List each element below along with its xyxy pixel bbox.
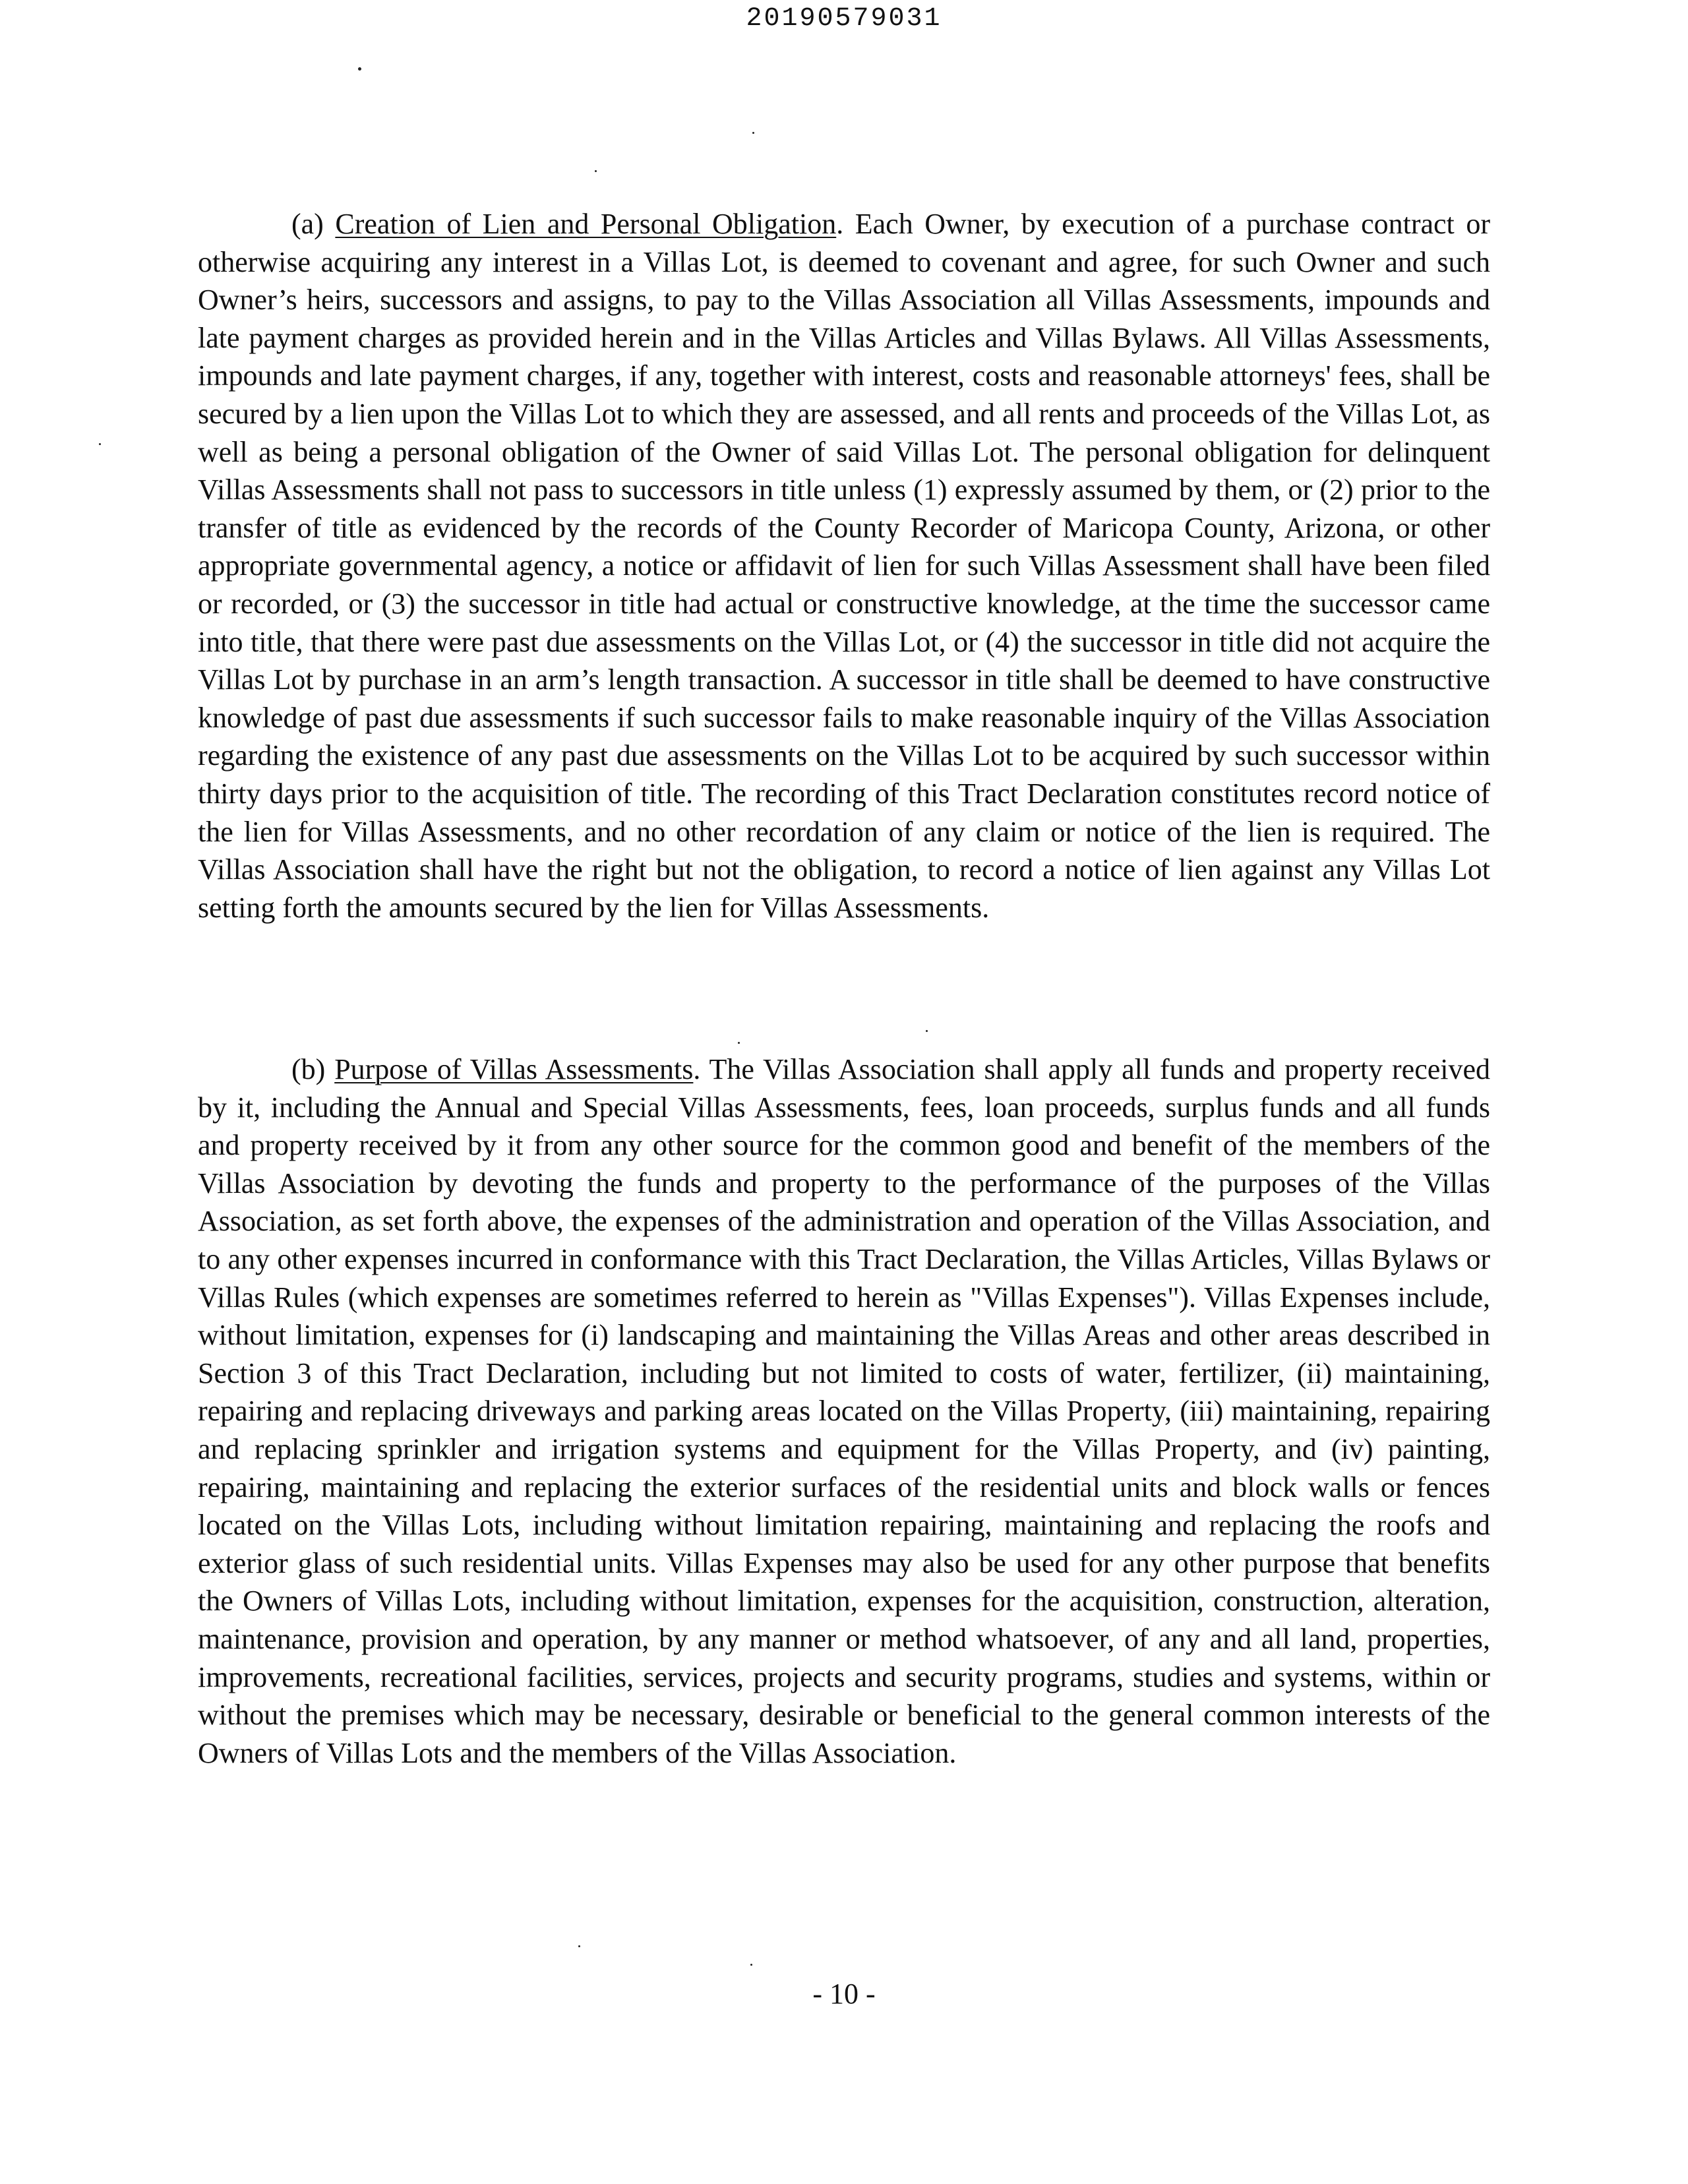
scan-speck bbox=[578, 1945, 580, 1947]
document-number: 20190579031 bbox=[746, 4, 942, 34]
section-b-prefix: (b) bbox=[291, 1053, 335, 1085]
scan-speck bbox=[752, 132, 754, 134]
section-a-body: . Each Owner, by execution of a purchase contract or otherwise acquiring any interest in a Villas Lot, is deemed to covenant and agree, for such Owner and such Owner’s heirs, successors and assigns, to pay to the Villas Association all Villas Assessments, impounds and late payment charges as provided herein and in the Villas Articles and Villas Bylaws. All Villas Assessments, impounds and late payment charges, if any, together with interest, costs and reasonable attorneys' fees, shall be secured by a lien upon the Villas Lot to which they are assessed, and all rents and proceeds of the Villas Lot, as well as being a personal obligation of the Owner of said Villas Lot. The personal obligation for delinquent Villas Assessments shall not pass to successors in title unless (1) expressly assumed by them, or (2) prior to the transfer of title as evidenced by the records of the County Recorder of Maricopa County, Arizona, or other appropriate governmental agency, a notice or affidavit of lien for such Villas Assessment shall have been filed or recorded, or (3) the successor in title had actual or constructive knowledge, at the time the successor came into title, that there were past due assessments on the Villas Lot, or (4) the successor in title did not acquire the Villas Lot by purchase in an arm’s length transaction. A successor in title shall be deemed to have constructive knowledge of past due assessments if such successor fails to make reasonable inquiry of the Villas Association regarding the existence of any past due assessments on the Villas Lot to be acquired by such successor within thirty days prior to the acquisition of title. The recording of this Tract Declaration constitutes record notice of the lien for Villas Assessments, and no other recordation of any claim or notice of the lien is required. The Villas Association shall have the right but not the obligation, to record a notice of lien against any Villas Lot setting forth the amounts secured by the lien for Villas Assessments. bbox=[198, 208, 1490, 924]
section-a-heading: Creation of Lien and Personal Obligation bbox=[335, 208, 837, 240]
section-b-paragraph bbox=[198, 1050, 1490, 1772]
scan-speck bbox=[738, 1042, 740, 1044]
section-b-body: . The Villas Association shall apply all funds and property received by it, including the Annual and Special Villas Assessments, fees, loan proceeds, surplus funds and all funds and property received by it from any other source for the common good and benefit of the members of the Villas Association by devoting the funds and property to the performance of the purposes of the Villas Association, as set forth above, the expenses of the administration and operation of the Villas Association, and to any other expenses incurred in conformance with this Tract Declaration, the Villas Articles, Villas Bylaws or Villas Rules (which expenses are sometimes referred to herein as "Villas Expenses"). Villas Expenses include, without limitation, expenses for (i) landscaping and maintaining the Villas Areas and other areas described in Section 3 of this Tract Declaration, including but not limited to costs of water, fertilizer, (ii) maintaining, repairing and replacing driveways and parking areas located on the Villas Property, (iii) maintaining, repairing and replacing sprinkler and irrigation systems and equipment for the Villas Property, and (iv) painting, repairing, maintaining and replacing the exterior surfaces of the residential units and block walls or fences located on the Villas Lots, including without limitation repairing, maintaining and replacing the roofs and exterior glass of such residential units. Villas Expenses may also be used for any other purpose that benefits the Owners of Villas Lots, including without limitation, expenses for the acquisition, construction, alteration, maintenance, provision and operation, by any manner or method whatsoever, of any and all land, properties, improvements, recreational facilities, services, projects and security programs, studies and systems, within or without the premises which may be necessary, desirable or beneficial to the general common interests of the Owners of Villas Lots and the members of the Villas Association. bbox=[198, 1053, 1491, 1769]
scan-speck bbox=[750, 1964, 752, 1966]
section-b-heading: Purpose of Villas Assessments bbox=[334, 1053, 694, 1085]
section-a-paragraph bbox=[198, 205, 1490, 926]
page-number: - 10 - bbox=[812, 1978, 876, 2010]
section-a-prefix: (a) bbox=[291, 208, 336, 240]
scan-speck bbox=[99, 443, 101, 445]
section-b bbox=[198, 1050, 1490, 1772]
section-a bbox=[198, 205, 1490, 926]
scan-speck bbox=[358, 67, 361, 71]
scan-speck bbox=[926, 1030, 928, 1032]
scan-speck bbox=[595, 170, 597, 172]
